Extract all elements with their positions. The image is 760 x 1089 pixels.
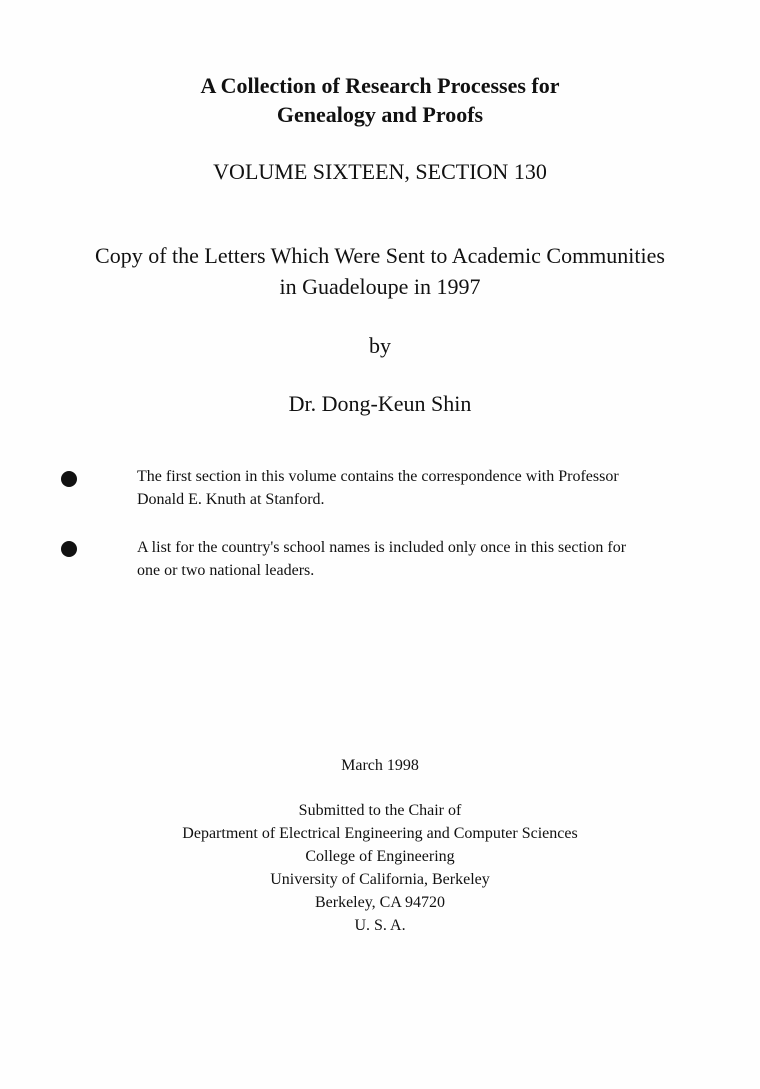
volume-section-heading: VOLUME SIXTEEN, SECTION 130 <box>213 159 547 184</box>
college-name: College of Engineering <box>305 848 455 865</box>
city-postal: Berkeley, CA 94720 <box>314 894 446 911</box>
country: U. S. A. <box>354 917 406 934</box>
title-line-1: A Collection of Research Processes for <box>200 73 560 98</box>
byline-label: by <box>369 333 391 358</box>
bullet-text-line-2: one or two national leaders. <box>137 562 315 579</box>
bullet-text-line-1: A list for the country's school names is included only once in this section for <box>137 539 627 556</box>
submission-line-1: Submitted to the Chair of <box>298 802 462 819</box>
submission-date: March 1998 <box>341 757 419 774</box>
title-line-2: Genealogy and Proofs <box>276 102 484 127</box>
subtitle-line-2: in Guadeloupe in 1997 <box>279 274 481 299</box>
bullet-icon <box>61 471 77 487</box>
bullet-text-line-1: The first section in this volume contains the correspondence with Professor <box>137 468 619 485</box>
bullet-icon <box>61 541 77 557</box>
author-name: Dr. Dong-Keun Shin <box>288 391 472 416</box>
subtitle-line-1: Copy of the Letters Which Were Sent to Academic Communities <box>95 243 665 268</box>
department-name: Department of Electrical Engineering and Computer Sciences <box>182 825 578 842</box>
university-name: University of California, Berkeley <box>270 871 490 888</box>
bullet-text-line-2: Donald E. Knuth at Stanford. <box>137 491 325 508</box>
